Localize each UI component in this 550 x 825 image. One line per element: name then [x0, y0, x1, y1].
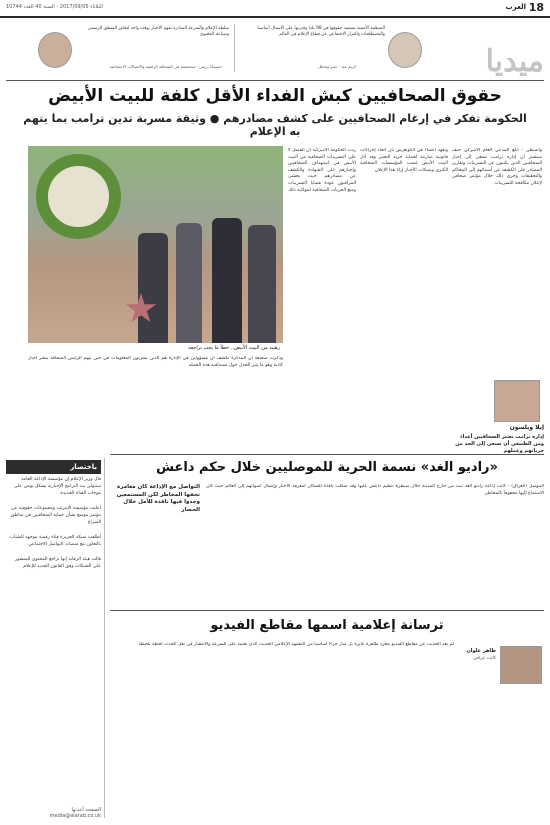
quote-text: إدارة ترامب تعتبر الصحافيين أعداء ومن الطبيعي أن تسعى إلى الحد من حرياتهم وعملهم [455, 434, 544, 454]
brief-list [6, 476, 101, 578]
section-header [0, 18, 550, 78]
header-item-text: سلطة الإعلام والسرعة المبادرة تفهم الأخبار بوقت واحد لتجاوز المنطق الرسمي وصناعة المحتوى [87, 26, 229, 37]
walk-of-fame-star: ★ [123, 286, 159, 332]
photo-caption: رهينة من البيت الأبيض.. خطأ ما يجب تراجعه [188, 345, 280, 351]
story2-headline: «راديو الغد» نسمة الحرية للموصليين خلال حكم داعش [156, 460, 498, 475]
header-item-author: كريم عبد · خبير ومحلل [317, 64, 356, 69]
brief-item: قالت هيئة الرقابة إنها تراجع المحتوى المنشور على الشبكات وفق القانون الجديد للإعلام [15, 557, 101, 569]
header-item-author: جيسيكا بريس · متخصصة في الصحافة الرقمية والاتصالات الاجتماعية [109, 64, 222, 69]
photographer-figure [212, 218, 242, 343]
main-photo [28, 146, 283, 343]
body-column: وتعهد أعضاء في الكونغرس بأن اتخاذ إجراءات قانونية صارمة لحماية حرية التعبير وقد أثار البيت الأبيض غضب المؤسسات الصحافية الكبرى وشبكات الأخبار إزاء هذا الإعلان [360, 148, 448, 173]
top-bar [0, 0, 550, 18]
header-item-text: المنظمة الأممية تستعيد حقوقها في 98 بلدا وقدرتها على الاتصال أساسيا والمصطلحات والقرار الاجتماعي عن قطاع الإعلام في العالم [257, 26, 385, 37]
brief-label: باختصار [6, 460, 101, 474]
columnist-photo [388, 32, 422, 68]
divider [110, 454, 544, 455]
body-column: ردت الحكومة الأميركية أن الفضل لا على التسريبات الصحافية من البيت الأبيض في استهداف الصحافيين وإجبارهم على الشهادة والكشف عن مصادرهم حيث يخشى المراقبون عودة قضايا التسريبات ومنع الحريات الصحافية لمواكبة ذلك [288, 148, 356, 193]
issue-date: الثلاثاء 2017/09/05 - السنة 40 العدد 10744 [6, 4, 103, 10]
story3-author: طاهر علوان [466, 648, 496, 654]
author-name: جيسيكا بريس [199, 64, 222, 69]
wreath [36, 154, 121, 239]
body-column: وذكرت صحيفة أن المذكرة تكشف أن مسؤولين في الإدارة هم الذين يسربون المعلومات في حين يتهم الرئيس الصحافة بنشر أخبار كاذبة وهو ما يثير الجدل حول مصداقية هذه الحملة [28, 356, 283, 368]
divider [6, 80, 544, 81]
divider [104, 458, 105, 818]
quote-author: إيلا ويلسون [509, 424, 544, 431]
author-name: كريم عبد [341, 64, 356, 69]
story3-headline: ترسانة إعلامية اسمها مقاطع الفيديو [210, 618, 444, 633]
body-column: واشنطن - أبلغ المدعي العام الأميركي جيف سيشنز أن إدارة ترامب تسعى إلى إجبار الصحافيين الذين يكتبون عن التسريبات وتقارير المصادر على الكشف عن أسمائهم إلى المحاكم والتحقيقات وجرى ذلك خلال مؤتمر صحافي لإعلان مكافحة التسريبات [452, 148, 542, 186]
section-title: ميديا [485, 44, 544, 79]
photographer-figure [176, 223, 202, 343]
author-role: متخصصة في الصحافة الرقمية والاتصالات الاجتماعية [109, 64, 196, 69]
quote-author-photo [494, 380, 540, 422]
newspaper-name: العرب [505, 3, 526, 11]
main-subhead: الحكومة تفكر في إرغام الصحافيين على كشف مصادرهم ● وثيقة مسربة تدين ترامب بما يتهم به الإعلام [23, 112, 527, 138]
author-role: خبير ومحلل [317, 64, 338, 69]
footer-credit [6, 807, 101, 819]
story2-body: الموصل (العراق) - كانت إذاعة راديو الغد تبث من خارج المدينة خلال سيطرة تنظيم داعش عليها وقد شكلت نافذة للسكان لمعرفة الأخبار وإيصال أصواتهم إلى العالم حيث كان الاستماع إليها محفوفا بالمخاطر [206, 484, 544, 496]
brief-item: أطلقت شبكة الجزيرة قناة رقمية موجهة للشباب بالتعاون مع منصات التواصل الاجتماعي [9, 535, 101, 547]
columnist-photo [38, 32, 72, 68]
divider [234, 24, 235, 72]
page-number: 18 [528, 1, 544, 14]
footer-email: media@alarab.co.uk [49, 813, 101, 819]
story3-author-photo [500, 646, 542, 684]
story3-role: كاتب عراقي [473, 656, 496, 661]
brief-item: أعلنت مؤسسة الإنترنت ومجموعات حقوقية عن مؤتمر موسع بشأن حماية الصحافيين في مناطق الصراع [10, 506, 101, 525]
divider [110, 610, 544, 611]
brief-item: قال وزير الإعلام إن مؤسسة الإذاعة العامة ستتولى بث البرامج الإخبارية بشكل يومي على موجات القناة الجديدة [14, 477, 101, 496]
main-headline: حقوق الصحافيين كبش الفداء الأقل كلفة للبيت الأبيض [48, 86, 502, 106]
footer-label: الصفحة أعدتها [71, 807, 101, 813]
story3-body: لم يعد الحديث عن مقاطع الفيديو مجرد ظاهرة عابرة بل صار جزءا أساسيا من المشهد الإعلامي الحديث الذي يعتمد على السرعة والانتشار في نقل الحدث لحظة بلحظة [138, 642, 454, 647]
story2-pullquote: التواصل مع الإذاعة كان مغامرة تحفها المخاطر لكن المستمعين وجدوا فيها نافذة للأمل خلال الحصار [116, 484, 200, 513]
photographer-figure [248, 225, 276, 343]
